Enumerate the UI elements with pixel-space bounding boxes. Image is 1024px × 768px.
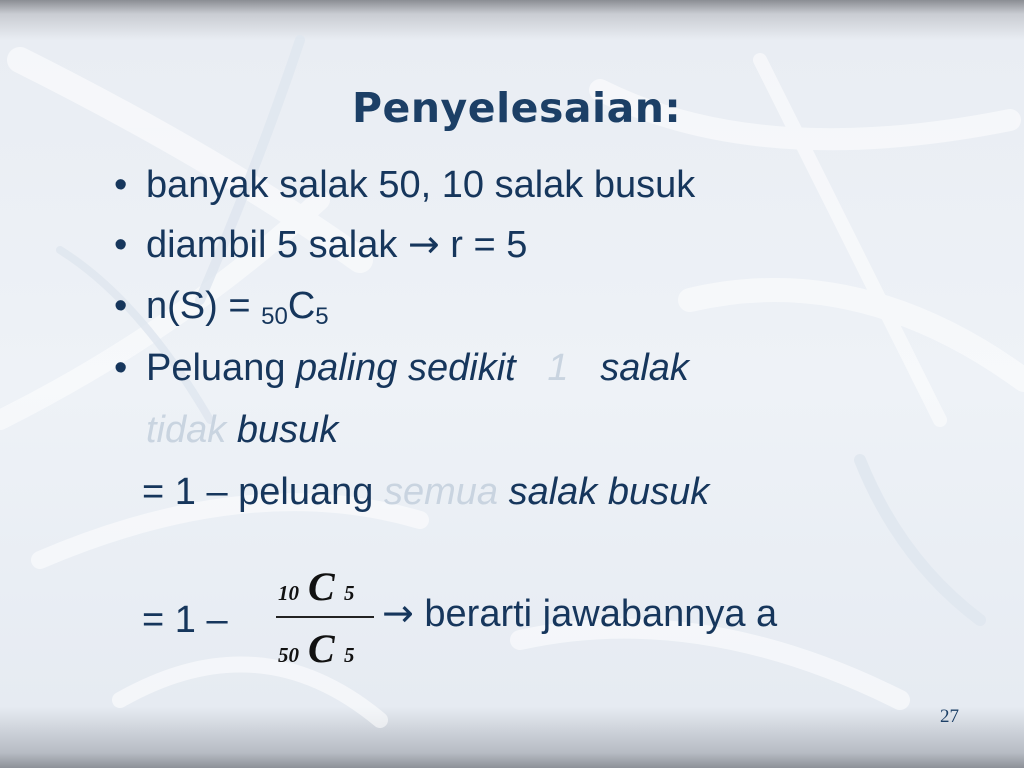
faint-text: semua [383, 471, 498, 513]
faint-text: tidak [146, 409, 227, 451]
bullet-item-4-continuation [146, 408, 338, 452]
combination-subscript-r: 5 [315, 303, 329, 330]
slide-title: Penyelesaian: [352, 84, 682, 132]
bullet-text: n(S) = [146, 285, 262, 327]
denominator-subscript-r: 5 [344, 643, 355, 667]
combination-subscript-n: 50 [261, 303, 288, 330]
bullet-item-1 [114, 163, 695, 207]
bullet-text: diambil 5 salak [146, 224, 408, 266]
bullet-item-3 [114, 284, 329, 339]
italic-phrase: busuk [236, 409, 339, 451]
fraction-bar [276, 616, 374, 618]
combination-fraction [272, 560, 376, 676]
equation-text: = 1 – [142, 599, 228, 641]
equation-text: berarti jawabannya a [413, 593, 778, 635]
bullet-text: Peluang [146, 347, 297, 389]
equation-text: = 1 – peluang [142, 471, 384, 513]
fraction-denominator [272, 622, 376, 672]
denominator-letter: C [308, 626, 335, 671]
denominator-subscript-n: 50 [278, 643, 299, 667]
right-arrow-icon: → [382, 591, 414, 635]
bullet-text-suffix: r = 5 [439, 224, 528, 266]
bullet-marker: • [114, 285, 128, 327]
numerator-subscript-n: 10 [278, 581, 299, 605]
numerator-subscript-r: 5 [344, 581, 355, 605]
italic-phrase: salak [600, 347, 689, 389]
equation-line-2-prefix [142, 598, 228, 642]
faint-text: 1 [547, 347, 569, 389]
italic-phrase: salak busuk [508, 471, 710, 513]
bullet-marker: • [114, 224, 128, 266]
fraction-numerator [272, 560, 376, 610]
numerator-letter: C [308, 564, 335, 609]
bullet-text: banyak salak 50, 10 salak busuk [146, 164, 696, 206]
bullet-item-4 [114, 346, 689, 390]
page-number: 27 [940, 706, 959, 727]
equation-line-1 [142, 470, 709, 514]
equation-line-2-suffix [382, 591, 777, 636]
bullet-marker: • [114, 164, 128, 206]
bullet-marker: • [114, 347, 128, 389]
right-arrow-icon: → [407, 222, 440, 266]
italic-phrase: paling sedikit [296, 347, 516, 389]
bullet-item-2 [114, 222, 527, 267]
combination-letter: C [287, 285, 316, 327]
